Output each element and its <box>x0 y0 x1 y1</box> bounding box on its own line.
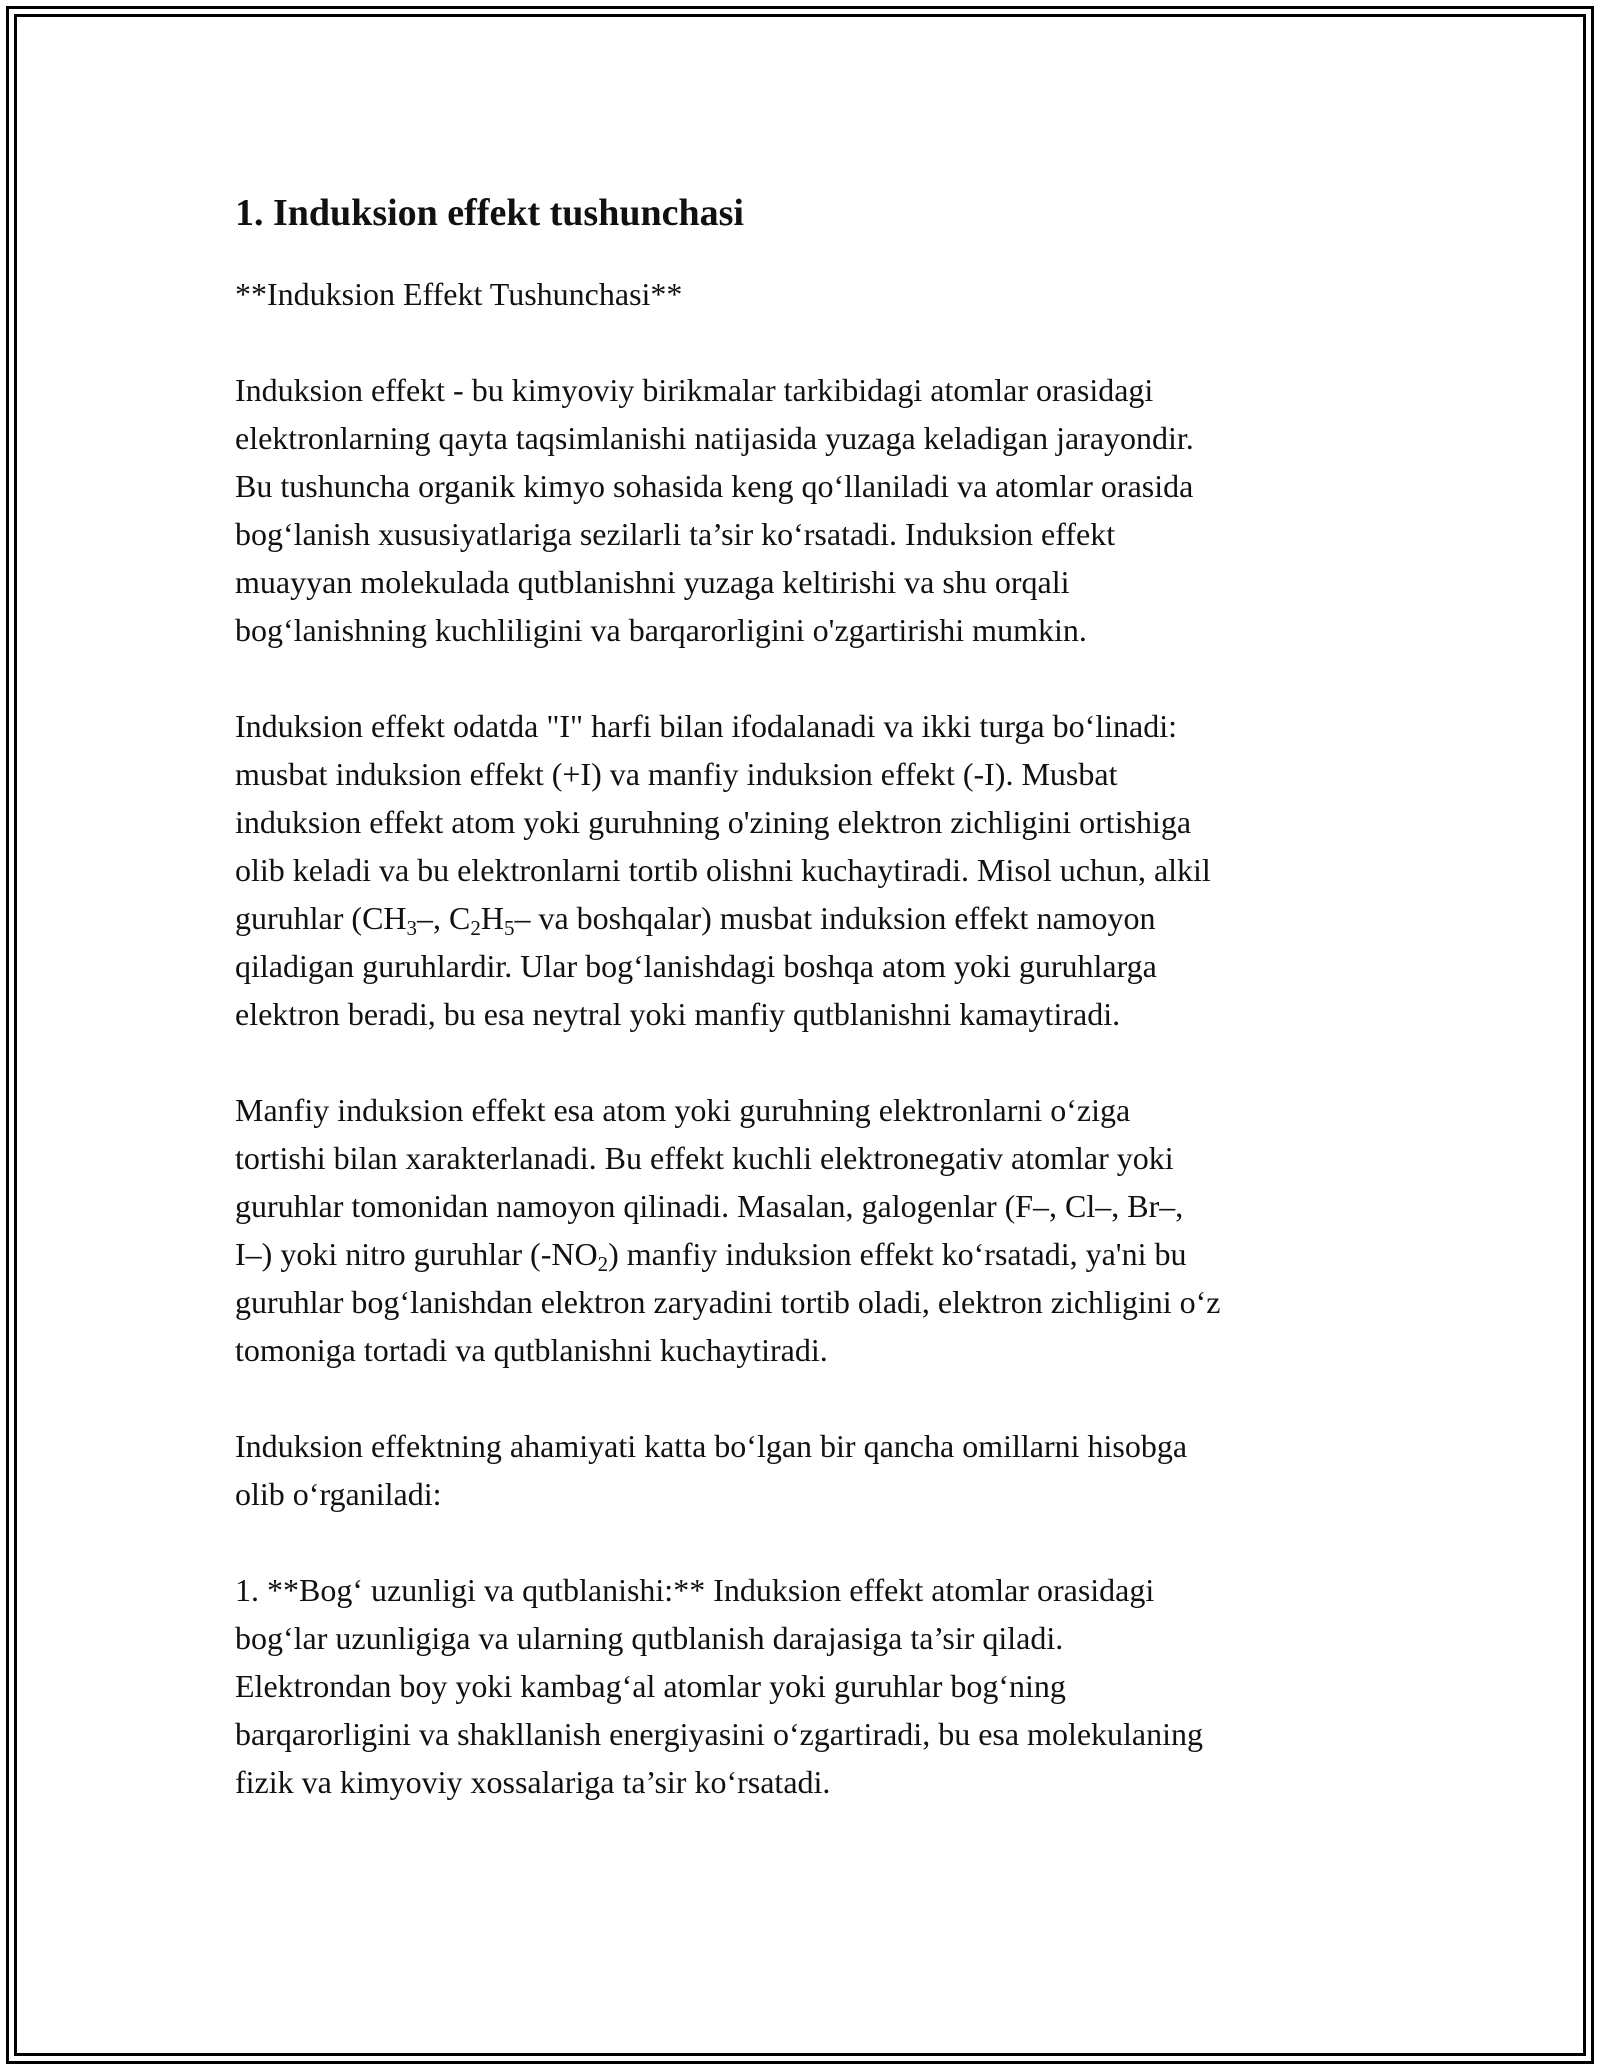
subscript: 3 <box>406 916 418 940</box>
paragraph-types <box>235 702 1375 1038</box>
paragraph-importance: Induksion effektning ahamiyati katta bo‘lgan bir qancha omillarni hisobga olib o‘rganiladi: <box>235 1428 1188 1512</box>
section-heading: 1. Induksion effekt tushunchasi <box>235 192 744 234</box>
list-item-bond-length: 1. **Bog‘ uzunligi va qutblanishi:** Induksion effekt atomlar orasidagi bog‘lar uzunligiga va ularning qutblanish darajasiga ta’sir qiladi. Elektrondan boy yoki kambag‘al atomlar yoki guruhlar bog‘ning barqarorligini va shakllanish energiyasini o‘zgartiradi, bu esa molekulaning fizik va kimyoviy xossalariga ta’sir ko‘rsatadi. <box>235 1572 1204 1800</box>
subtitle-paragraph: **Induksion Effekt Tushunchasi** <box>235 276 683 312</box>
paragraph-negative-effect <box>235 1086 1375 1374</box>
document-body <box>235 186 1375 1854</box>
text-run: – va boshqalar) musbat induksion effekt namoyon qiladigan guruhlardir. Ular bog‘lanishdagi boshqa atom yoki guruhlarga elektron beradi, bu esa neytral yoki manfiy qutblanishni kamaytiradi. <box>235 900 1157 1032</box>
text-run: Manfiy induksion effekt esa atom yoki guruhning elektronlarni o‘ziga tortishi bilan xarakterlanadi. Bu effekt kuchli elektronegativ atomlar yoki guruhlar tomonidan namoyon qilinadi. Masalan, galogenlar (F–, Cl–, Br–, I–) yoki nitro guruhlar (-NO <box>235 1092 1184 1272</box>
text-run: H <box>480 900 504 936</box>
text-run: Induksion effekt odatda "I" harfi bilan ifodalanadi va ikki turga bo‘linadi: musbat induksion effekt (+I) va manfiy induksion effekt (-I). Musbat induksion effekt atom yoki guruhning o'zining elektron zichligini ortishiga olib keladi va bu elektronlarni tortib olishni kuchaytiradi. Misol uchun, alkil guruhlar (CH <box>235 708 1211 936</box>
paragraph-definition: Induksion effekt - bu kimyoviy birikmalar tarkibidagi atomlar orasidagi elektronlarning qayta taqsimlanishi natijasida yuzaga keladigan jarayondir. Bu tushuncha organik kimyo sohasida keng qo‘llaniladi va atomlar orasida bog‘lanish xususiyatlariga sezilarli ta’sir ko‘rsatadi. Induksion effekt muayyan molekulada qutblanishni yuzaga keltirishi va shu orqali bog‘lanishning kuchliligini va barqarorligini o'zgartirishi mumkin. <box>235 372 1194 648</box>
text-run: ) manfiy induksion effekt ko‘rsatadi, ya'ni bu guruhlar bog‘lanishdan elektron zaryadini tortib oladi, elektron zichligini o‘z tomoniga tortadi va qutblanishni kuchaytiradi. <box>235 1236 1221 1368</box>
subscript: 5 <box>503 916 515 940</box>
subscript: 2 <box>470 916 481 940</box>
subscript: 2 <box>597 1252 609 1276</box>
text-run: –, C <box>417 900 471 936</box>
